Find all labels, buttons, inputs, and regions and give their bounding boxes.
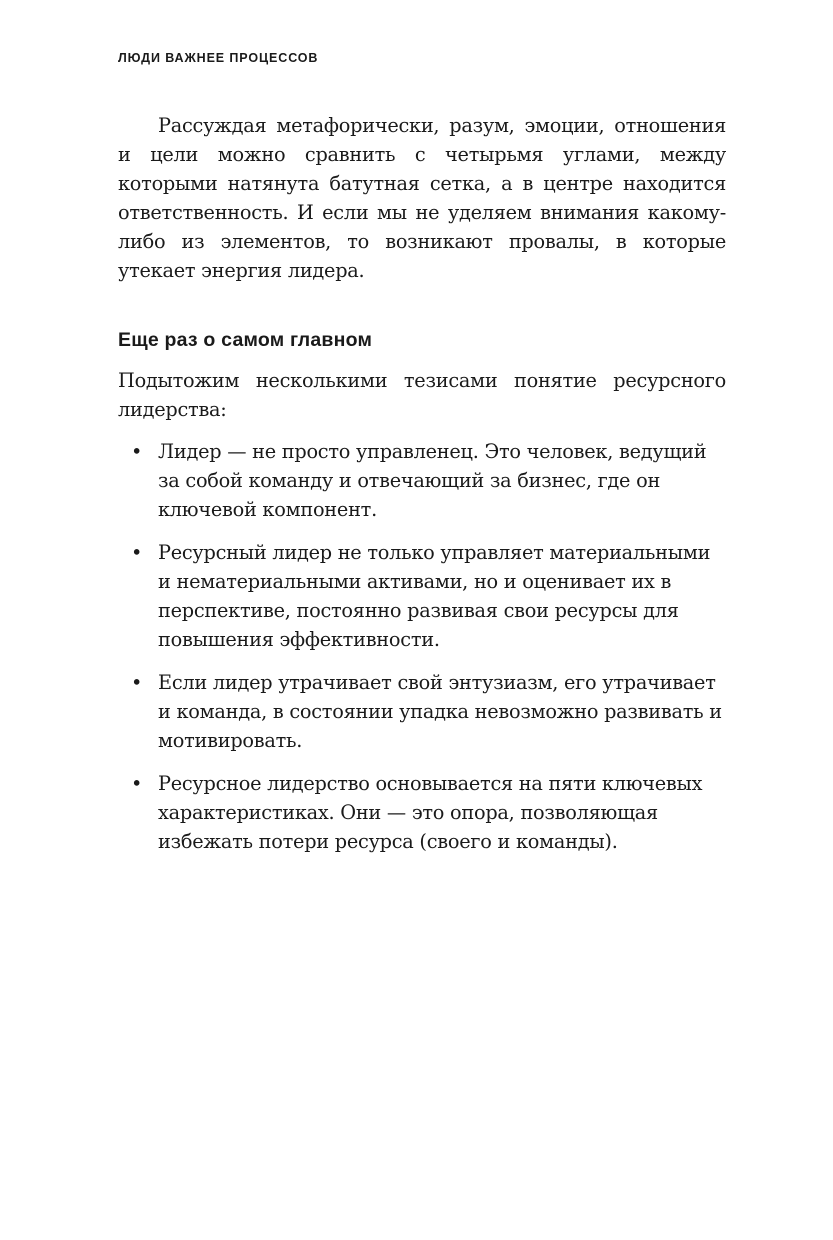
bullet-item (118, 437, 726, 524)
bullet-item (118, 538, 726, 654)
section-heading: Еще раз о самом главном (118, 329, 373, 351)
bullet-text: Ресурсное лидерство основывается на пяти ключевых характеристиках. Они — это опора, позволяющая избежать потери ресурса (своего и команды). (158, 772, 703, 853)
bullet-icon: • (131, 772, 143, 795)
bullet-text: Если лидер утрачивает свой энтузиазм, его утрачивает и команда, в состоянии упадка невозможно развивать и мотивировать. (158, 671, 722, 752)
bullet-icon: • (131, 541, 143, 564)
bullet-text: Лидер — не просто управленец. Это человек, ведущий за собой команду и отвечающий за бизнес, где он ключевой компонент. (158, 440, 707, 521)
bullet-list (118, 437, 726, 856)
intro-paragraph: Подытожим несколькими тезисами понятие ресурсного лидерства: (118, 369, 726, 421)
bullet-icon: • (131, 671, 143, 694)
bullet-icon: • (131, 440, 143, 463)
page-body (118, 111, 726, 870)
body-paragraph: Рассуждая метафорически, разум, эмоции, отношения и цели можно сравнить с четырьмя углами, между которыми натянута батутная сетка, а в центре находится ответственность. И если мы не уделяем внимания какому-либо из элементов, то возникают провалы, в которые утекает энергия лидера. (118, 114, 726, 282)
bullet-item (118, 769, 726, 856)
bullet-text: Ресурсный лидер не только управляет материальными и нематериальными активами, но и оценивает их в перспективе, постоянно развивая свои ресурсы для повышения эффективности. (158, 541, 711, 651)
running-header: ЛЮДИ ВАЖНЕЕ ПРОЦЕССОВ (118, 51, 319, 65)
bullet-item (118, 668, 726, 755)
